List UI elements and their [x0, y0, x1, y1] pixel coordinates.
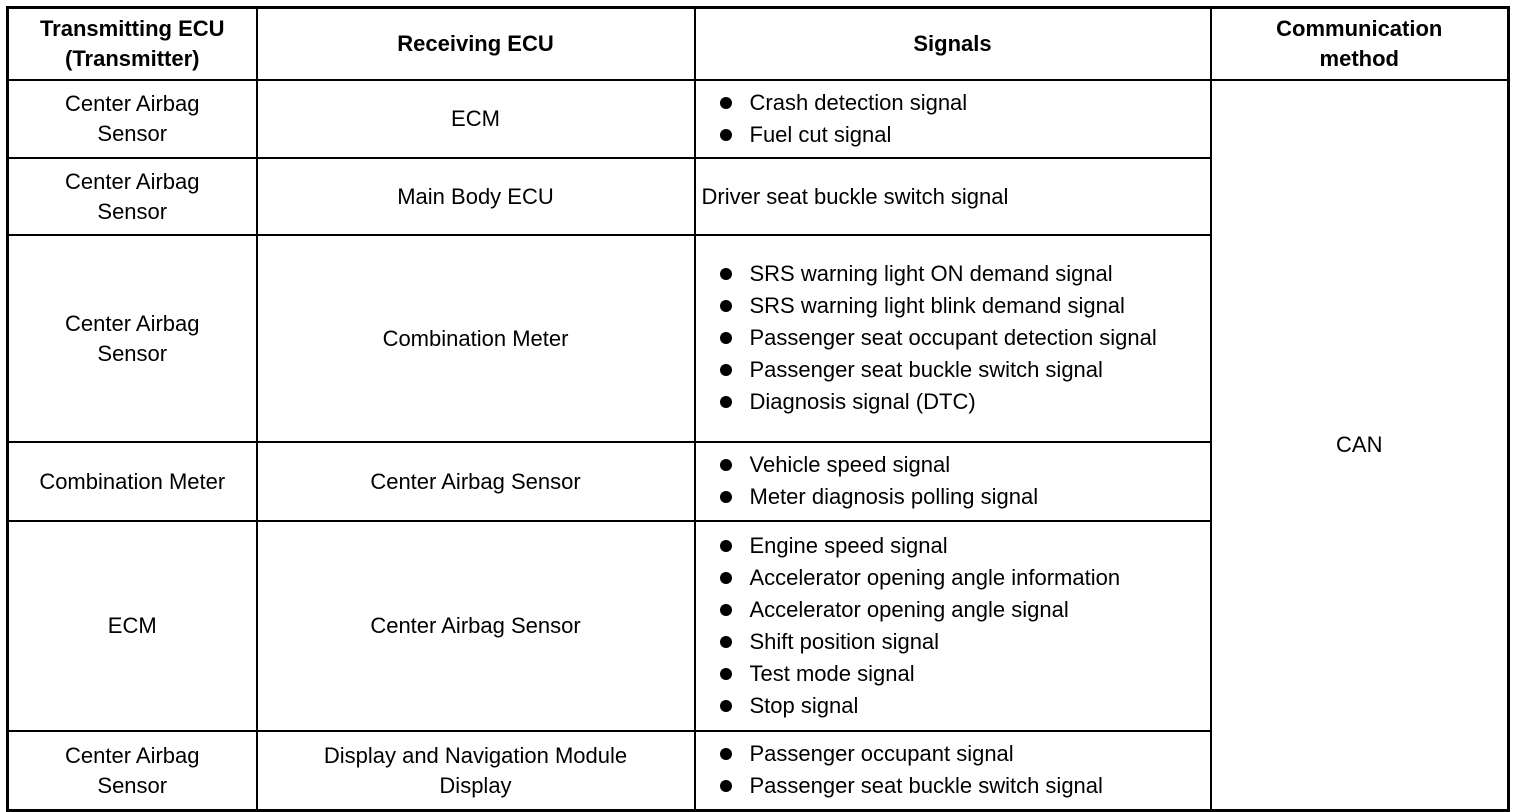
header-transmitting-ecu-label: Transmitting ECU (Transmitter): [39, 16, 225, 71]
signal-item: [702, 88, 1204, 118]
header-signals: [695, 8, 1211, 81]
bullet-icon: [720, 396, 732, 408]
signal-item: [702, 691, 1204, 721]
signal-text: Engine speed signal: [749, 532, 948, 558]
signals-cell: [695, 235, 1211, 442]
header-row: [8, 8, 1509, 81]
signal-item: [702, 739, 1204, 769]
receiver-text: Main Body ECU: [397, 183, 554, 209]
receiver-cell: [257, 158, 695, 235]
bullet-icon: [720, 604, 732, 616]
receiver-cell: [257, 442, 695, 521]
bullet-icon: [720, 129, 732, 141]
signal-item: [702, 627, 1204, 657]
transmitter-cell: [8, 521, 257, 731]
signals-cell: [695, 80, 1211, 158]
transmitter-cell: [8, 158, 257, 235]
signal-text: Passenger seat buckle switch signal: [749, 357, 1103, 382]
header-receiving-ecu: [257, 8, 695, 81]
signal-item: [702, 355, 1204, 385]
header-receiving-ecu-label: Receiving ECU: [397, 31, 554, 56]
signal-text: Driver seat buckle switch signal: [701, 183, 1009, 209]
receiver-cell: [257, 731, 695, 811]
bullet-icon: [720, 459, 732, 471]
signal-item: [702, 659, 1204, 689]
signal-item: [702, 259, 1204, 289]
bullet-icon: [720, 332, 732, 344]
bullet-icon: [720, 572, 732, 584]
receiver-text: Combination Meter: [382, 325, 569, 351]
signal-text: Vehicle speed signal: [749, 452, 951, 477]
signal-text: Fuel cut signal: [749, 121, 892, 147]
bullet-icon: [720, 780, 732, 792]
receiver-cell: [257, 521, 695, 731]
table-row: [8, 80, 1509, 158]
transmitter-text: ECM: [107, 613, 157, 638]
signal-item: [702, 771, 1204, 801]
receiver-cell: [257, 80, 695, 158]
signals-cell: [695, 521, 1211, 731]
signal-text: Test mode signal: [749, 660, 915, 686]
header-transmitting-ecu: [8, 8, 257, 81]
signal-text: Crash detection signal: [749, 89, 968, 115]
signal-item: [702, 120, 1204, 150]
signal-item: [702, 291, 1204, 321]
signal-text: Accelerator opening angle information: [749, 564, 1121, 590]
communication-method-cell: [1211, 80, 1509, 811]
transmitter-cell: [8, 731, 257, 811]
transmitter-cell: [8, 442, 257, 521]
signal-text: Passenger seat buckle switch signal: [749, 773, 1103, 798]
signals-cell: [695, 442, 1211, 521]
signal-item: [702, 450, 1204, 480]
receiver-text: Display and Navigation Module Display: [323, 742, 628, 798]
signal-item: [702, 482, 1204, 512]
signal-item: [702, 595, 1204, 625]
signal-text: Passenger seat occupant detection signal: [749, 325, 1157, 350]
receiver-cell: [257, 235, 695, 442]
signal-text: Stop signal: [749, 692, 859, 718]
signal-item: [702, 531, 1204, 561]
signal-list: [702, 450, 1204, 512]
signal-item: [702, 323, 1204, 353]
header-signals-label: Signals: [913, 31, 992, 56]
signal-text: Meter diagnosis polling signal: [749, 484, 1039, 509]
bullet-icon: [720, 491, 732, 503]
signal-text: SRS warning light ON demand signal: [749, 261, 1113, 286]
header-communication-method-label: Communication method: [1276, 16, 1443, 71]
bullet-icon: [720, 540, 732, 552]
transmitter-cell: [8, 80, 257, 158]
bullet-icon: [720, 748, 732, 760]
signal-item: [702, 563, 1204, 593]
signal-text: Diagnosis signal (DTC): [749, 389, 976, 414]
transmitter-text: Combination Meter: [39, 468, 226, 494]
bullet-icon: [720, 668, 732, 680]
transmitter-text: Center Airbag Sensor: [64, 310, 200, 366]
transmitter-cell: [8, 235, 257, 442]
transmitter-text: Center Airbag Sensor: [64, 91, 200, 146]
signal-list: [702, 259, 1204, 417]
signal-item: [702, 387, 1204, 417]
signals-cell: [695, 731, 1211, 811]
signal-list: [702, 531, 1204, 721]
bullet-icon: [720, 364, 732, 376]
communication-method-value: CAN: [1336, 432, 1383, 457]
receiver-text: Center Airbag Sensor: [370, 468, 581, 494]
receiver-text: ECM: [451, 106, 500, 131]
bullet-icon: [720, 97, 732, 109]
bullet-icon: [720, 300, 732, 312]
bullet-icon: [720, 700, 732, 712]
transmitter-text: Center Airbag Sensor: [64, 742, 200, 798]
signal-list: [702, 88, 1204, 150]
header-communication-method: [1211, 8, 1509, 81]
signal-text: Accelerator opening angle signal: [749, 596, 1069, 622]
signals-cell: [695, 158, 1211, 235]
signal-text: Passenger occupant signal: [749, 741, 1014, 766]
signal-text: SRS warning light blink demand signal: [749, 293, 1125, 318]
bullet-icon: [720, 268, 732, 280]
ecu-communication-table: [6, 6, 1510, 812]
signal-text: Shift position signal: [749, 628, 940, 654]
transmitter-text: Center Airbag Sensor: [64, 168, 200, 224]
receiver-text: Center Airbag Sensor: [370, 613, 581, 638]
bullet-icon: [720, 636, 732, 648]
